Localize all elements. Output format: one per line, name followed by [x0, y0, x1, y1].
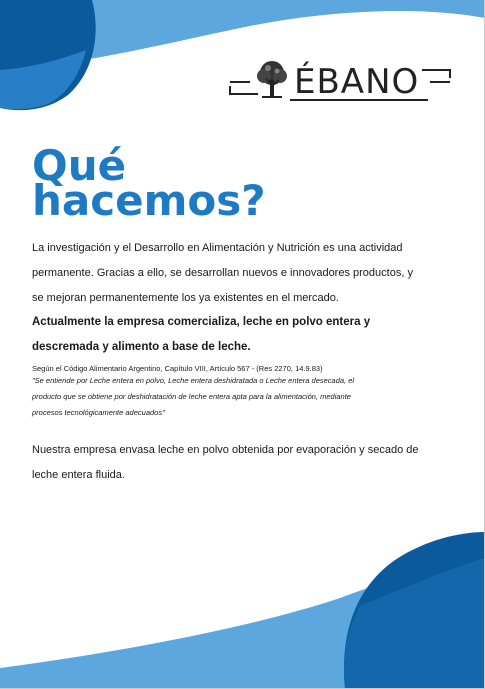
- text-line: leche entera fluida.: [32, 469, 125, 481]
- text-line: "Se entiende por Leche entera en polvo, Leche entera deshidratada o Leche entera desecada, el: [32, 376, 355, 385]
- text-line: La investigación y el Desarrollo en Alimentación y Nutrición es una actividad: [32, 242, 403, 254]
- page-title-line1: Qué: [32, 141, 127, 190]
- text-line: descremada y alimento a base de leche.: [32, 341, 251, 353]
- text-line: se mejoran permanentemente los ya existentes en el mercado.: [32, 292, 339, 304]
- logo-text: ÉBANO: [294, 62, 420, 102]
- intro-paragraph: [32, 236, 452, 311]
- text-line: Actualmente la empresa comercializa, leche en polvo entera y: [32, 316, 371, 328]
- closing-paragraph: [32, 438, 452, 488]
- text-line: producto que se obtiene por deshidratación de leche entera apta para la alimentación, mediante: [32, 392, 351, 401]
- text-line: procesos tecnológicamente adecuados": [32, 408, 165, 417]
- legal-quote: [32, 373, 452, 421]
- brand-logo: [228, 60, 452, 102]
- text-line: Nuestra empresa envasa leche en polvo obtenida por evaporación y secado de: [32, 444, 419, 456]
- text-line: permanente. Gracias a ello, se desarrollan nuevos e innovadores productos, y: [32, 267, 413, 279]
- citation: Según el Código Alimentario Argentino, Capítulo VIII, Artículo 567 - (Res 2270, 14.9.83): [32, 364, 323, 373]
- page-title-line2: hacemos?: [32, 176, 266, 225]
- tree-icon: [254, 60, 290, 100]
- products-paragraph: [32, 310, 452, 360]
